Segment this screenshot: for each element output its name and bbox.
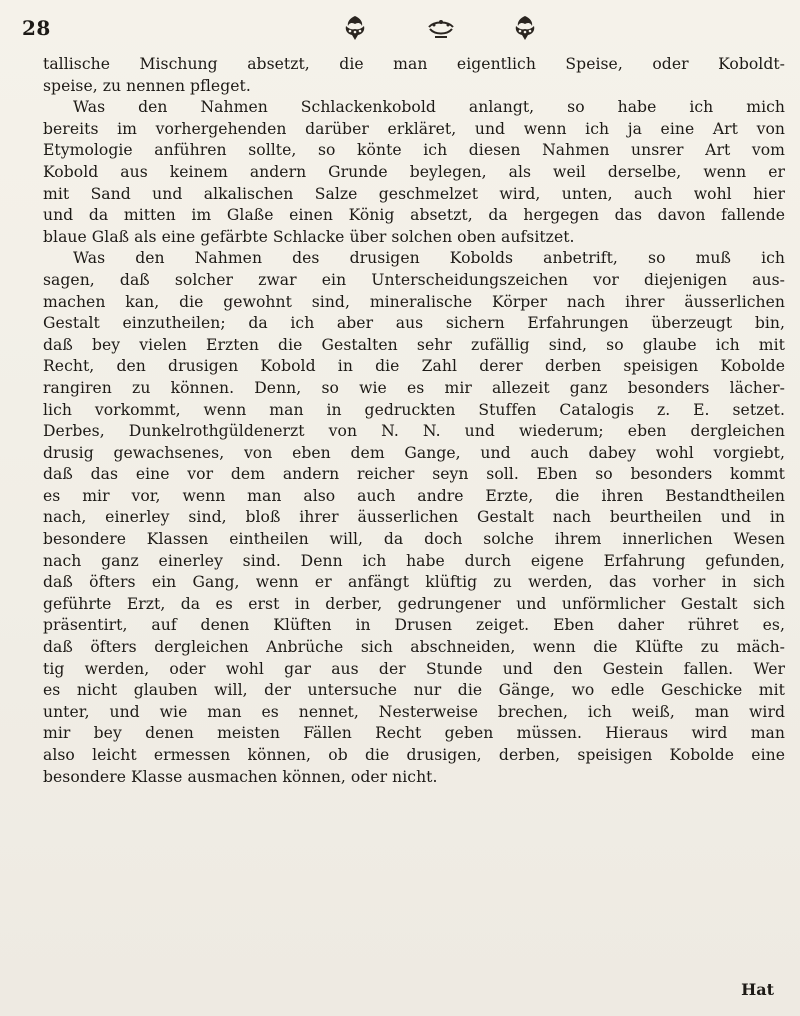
text-line: drusig gewachsenes, von eben dem Gange, und auch dabey wohl vorgiebt, <box>43 443 785 462</box>
text-line: sagen, daß solcher zwar ein Unterscheidungszeichen vor diejenigen aus- <box>43 270 785 289</box>
text-line: tig werden, oder wohl gar aus der Stunde und den Gestein fallen. Wer <box>43 659 785 678</box>
text-line: mit Sand und alkalischen Salze geschmelzet wird, unten, auch wohl hier <box>43 184 785 203</box>
text-line: besondere Klasse ausmachen können, oder nicht. <box>43 767 438 786</box>
text-line: es mir vor, wenn man also auch andre Erzte, die ihren Bestandtheilen <box>43 486 785 505</box>
text-line: daß öfters ein Gang, wenn er anfängt klüftig zu werden, das vorher in sich <box>43 573 785 592</box>
thistle-ornament-icon <box>510 14 540 42</box>
thistle-ornament-icon <box>340 14 370 42</box>
text-line: und da mitten im Glaße einen König absetzt, da hergegen das davon fallende <box>43 206 785 225</box>
text-line: Etymologie anführen sollte, so könte ich diesen Nahmen unsrer Art vom <box>43 141 785 160</box>
text-line: machen kan, die gewohnt sind, mineralische Körper nach ihrer äusserlichen <box>43 292 785 311</box>
text-line: mir bey denen meisten Fällen Recht geben müssen. Hieraus wird man <box>43 724 785 743</box>
text-line: daß das eine vor dem andern reicher seyn soll. Eben so besonders kommt <box>43 465 785 484</box>
text-line: geführte Erzt, da es erst in derber, gedrungener und unförmlicher Gestalt sich <box>43 594 785 613</box>
text-line: Derbes, Dunkelrothgüldenerzt von N. N. und wiederum; eben dergleichen <box>43 422 785 441</box>
page-header <box>22 10 782 44</box>
crown-ornament-icon <box>426 16 456 44</box>
text-line: Was den Nahmen des drusigen Kobolds anbetrift, so muß ich <box>73 249 785 268</box>
text-line: daß bey vielen Erzten die Gestalten sehr zufällig sind, so glaube ich mit <box>43 335 785 354</box>
text-line: daß öfters dergleichen Anbrüche sich abschneiden, wenn die Klüfte zu mäch- <box>43 638 785 657</box>
text-line: bereits im vorhergehenden darüber erkläret, und wenn ich ja eine Art von <box>43 119 785 138</box>
text-line: nach ganz einerley sind. Denn ich habe durch eigene Erfahrung gefunden, <box>43 551 785 570</box>
text-line: präsentirt, auf denen Klüften in Drusen zeiget. Eben daher rühret es, <box>43 616 785 635</box>
text-line: unter, und wie man es nennet, Nesterweise brechen, ich weiß, man wird <box>43 702 785 721</box>
text-line: Was den Nahmen Schlackenkobold anlangt, so habe ich mich <box>73 98 785 117</box>
text-line: es nicht glauben will, der untersuche nur die Gänge, wo edle Geschicke mit <box>43 681 785 700</box>
text-line: besondere Klassen eintheilen will, da doch solche ihrem innerlichen Wesen <box>43 530 785 549</box>
text-line: speise, zu nennen pfleget. <box>43 76 251 95</box>
text-line: tallische Mischung absetzt, die man eigentlich Speise, oder Koboldt- <box>43 55 785 73</box>
text-line: rangiren zu können. Denn, so wie es mir allezeit ganz besonders lächer- <box>43 378 785 397</box>
text-line: Kobold aus keinem andern Grunde beylegen, als weil derselbe, wenn er <box>43 162 785 181</box>
text-line: blaue Glaß als eine gefärbte Schlacke über solchen oben aufsitzet. <box>43 227 575 246</box>
page-number: 28 <box>22 16 51 40</box>
body-text <box>43 54 785 788</box>
text-line: also leicht ermessen können, ob die drusigen, derben, speisigen Kobolde eine <box>43 746 785 764</box>
text-line: nach, einerley sind, bloß ihrer äusserlichen Gestalt nach beurtheilen und in <box>43 508 785 527</box>
header-ornaments <box>340 14 540 42</box>
text-line: lich vorkommt, wenn man in gedruckten Stuffen Catalogis z. E. setzet. <box>43 400 785 419</box>
catchword: Hat <box>741 980 774 999</box>
text-line: Gestalt einzutheilen; da ich aber aus sichern Erfahrungen überzeugt bin, <box>43 314 785 333</box>
text-line: Recht, den drusigen Kobold in die Zahl derer derben speisigen Kobolde <box>43 357 785 376</box>
